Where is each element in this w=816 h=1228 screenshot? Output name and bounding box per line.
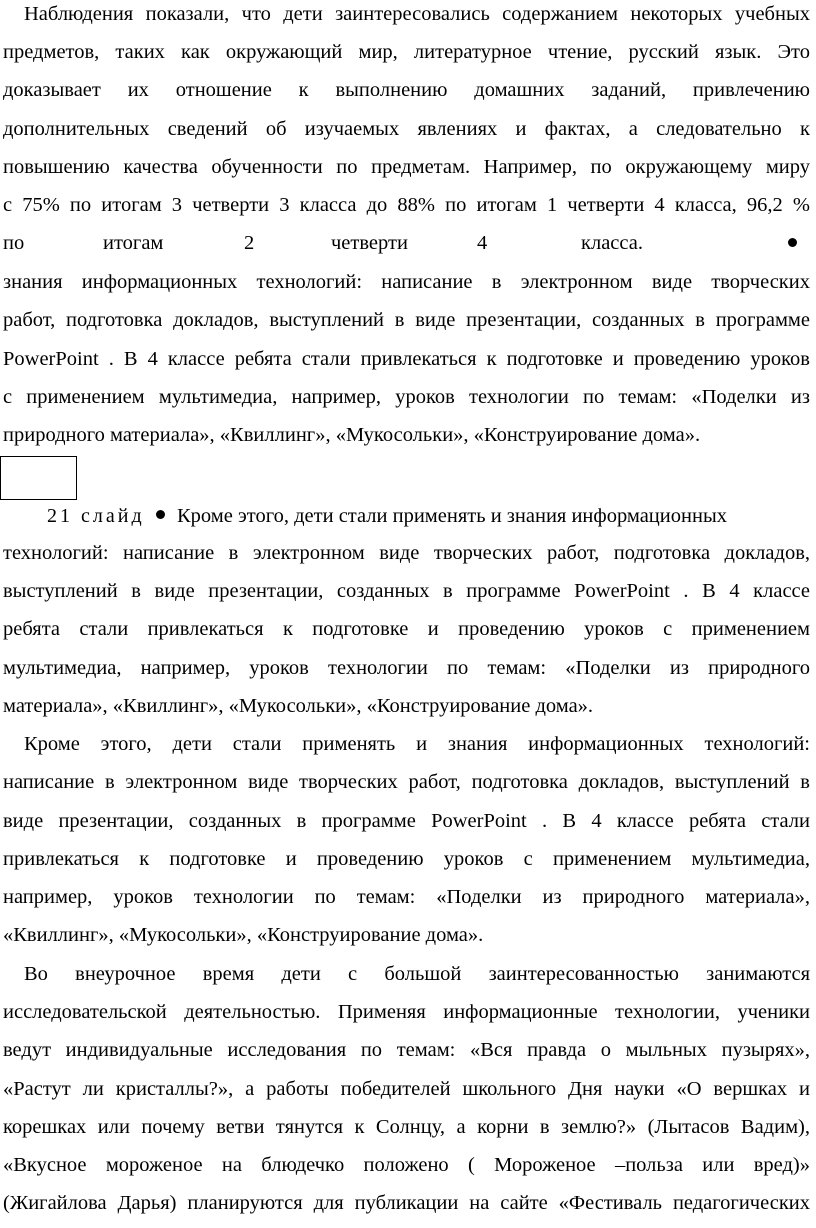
bullet-icon (156, 510, 165, 519)
paragraph-2-line-4: с применением мультимедиа, например, уроков технологии по темам: «Поделки из (3, 386, 810, 408)
paragraph-5-line-2: исследовательской деятельностью. Применяя информационные технологии, ученики (3, 1001, 810, 1023)
paragraph-2-line-2: работ, подготовка докладов, выступлений в виде презентации, созданных в программе (3, 309, 810, 331)
paragraph-4-line-1: Кроме этого, дети стали применять и знания информационных технологий: (24, 733, 810, 755)
paragraph-5-line-4: «Растут ли кристаллы?», а работы победителей школьного Дня науки «О вершках и (3, 1078, 810, 1100)
paragraph-5-line-1: Во внеурочное время дети с большой заинтересованностью занимаются (24, 963, 810, 985)
paragraph-1-word: итогам (103, 232, 164, 254)
paragraph-4-line-5: например, уроков технологии по темам: «Поделки из природного материала», (3, 886, 810, 908)
paragraph-1-line-3: доказывает их отношение к выполнению домашних заданий, привлечению (3, 79, 810, 101)
paragraph-3-line-1: технологий: написание в электронном виде творческих работ, подготовка докладов, (3, 542, 810, 564)
paragraph-1-line-4: дополнительных сведений об изучаемых явлениях и фактах, а следовательно к (3, 118, 810, 140)
slide-line-text: Кроме этого, дети стали применять и знания информационных (177, 505, 727, 527)
paragraph-2-line-3: PowerPoint . В 4 классе ребята стали привлекаться к подготовке и проведению уроков (3, 348, 810, 370)
paragraph-1-word: 2 (244, 232, 255, 254)
paragraph-5-line-6: «Вкусное мороженое на блюдечко положено ( Мороженое –польза или вред)» (3, 1154, 810, 1176)
paragraph-1-word: класса. (581, 232, 643, 254)
slide-label: 21 слайд (47, 505, 145, 527)
paragraph-3-line-4: мультимедиа, например, уроков технологии по темам: «Поделки из природного (3, 657, 810, 679)
paragraph-5-line-3: ведут индивидуальные исследования по темам: «Вся правда о мыльных пузырях», (3, 1039, 810, 1061)
paragraph-1-line-6: с 75% по итогам 3 четверти 3 класса до 88% по итогам 1 четверти 4 класса, 96,2 % (3, 194, 810, 216)
paragraph-5-line-5: корешках или почему ветви тянутся к Солнцу, а корни в землю?» (Лытасов Вадим), (3, 1116, 810, 1138)
paragraph-1-word: 4 (477, 232, 488, 254)
paragraph-3-line-2: выступлений в виде презентации, созданных в программе PowerPoint . В 4 классе (3, 580, 810, 602)
bullet-icon (788, 238, 797, 247)
paragraph-4-line-3: виде презентации, созданных в программе PowerPoint . В 4 классе ребята стали (3, 810, 810, 832)
slide-placeholder-box (0, 456, 77, 500)
paragraph-1-line-1: Наблюдения показали, что дети заинтересовались содержанием некоторых учебных (24, 3, 810, 25)
paragraph-1-word: по (3, 232, 25, 254)
paragraph-2-line-1: знания информационных технологий: написание в электронном виде творческих (3, 271, 810, 293)
paragraph-5-line-7: (Жигайлова Дарья) планируются для публикации на сайте «Фестиваль педагогических (3, 1192, 810, 1214)
paragraph-1-line-5: повышению качества обученности по предметам. Например, по окружающему миру (3, 156, 810, 178)
paragraph-1-line-2: предметов, таких как окружающий мир, литературное чтение, русский язык. Это (3, 41, 810, 63)
paragraph-2-line-5: природного материала», «Квиллинг», «Мукосольки», «Конструирование дома». (3, 424, 701, 446)
paragraph-4-line-2: написание в электронном виде творческих работ, подготовка докладов, выступлений в (3, 771, 810, 793)
paragraph-3-line-3: ребята стали привлекаться к подготовке и проведению уроков с применением (3, 618, 810, 640)
paragraph-4-line-6: «Квиллинг», «Мукосольки», «Конструирование дома». (3, 924, 484, 946)
paragraph-3-line-5: материала», «Квиллинг», «Мукосольки», «Конструирование дома». (3, 695, 594, 717)
paragraph-1-word: четверти (331, 232, 408, 254)
paragraph-4-line-4: привлекаться к подготовке и проведению уроков с применением мультимедиа, (3, 848, 810, 870)
